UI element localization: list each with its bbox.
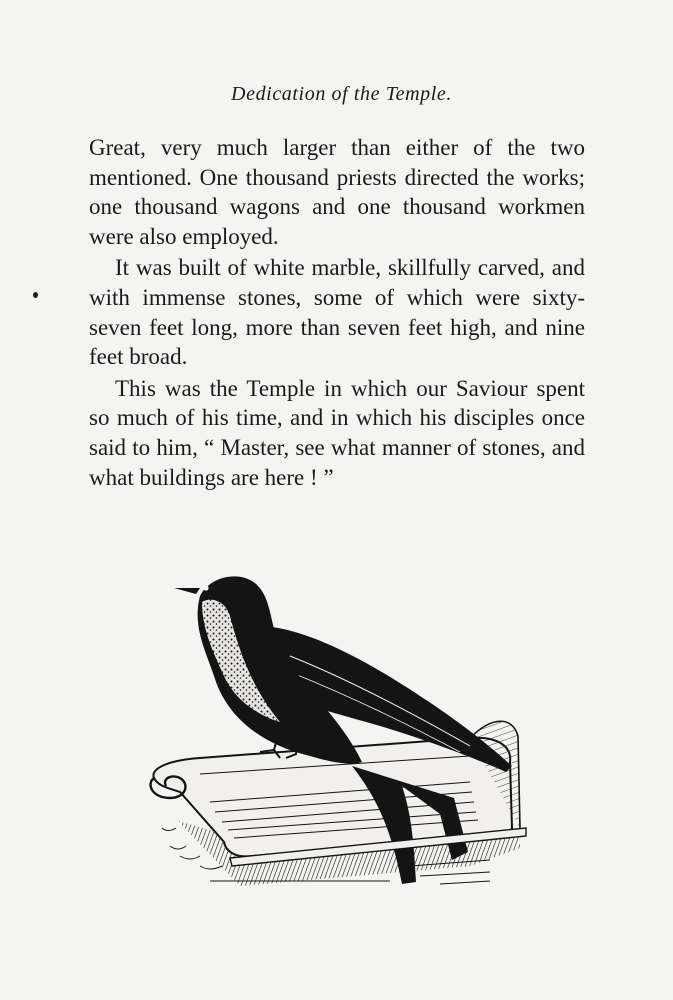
- paragraph-1: Great, very much larger than either of the two mentioned. One thousand priests directed the works; one thousand wagons and one thousand workmen were also employed.: [89, 135, 585, 249]
- paragraph-2: It was built of white marble, skillfully carved, and with immense stones, some of which were sixty-seven feet long, more than seven feet high, and nine feet broad.: [89, 255, 585, 370]
- bird-beak: [174, 588, 200, 594]
- body-text: [89, 133, 585, 492]
- running-head: Dedication of the Temple.: [231, 83, 452, 105]
- bird-on-scroll-engraving: [140, 566, 530, 896]
- ink-speck: [33, 292, 38, 298]
- bird-eye: [203, 585, 208, 590]
- paragraph-3: This was the Temple in which our Saviour spent so much of his time, and in which his disciples once said to him, “ Master, see what manner of stones, and what buildings are here ! ”: [89, 375, 585, 490]
